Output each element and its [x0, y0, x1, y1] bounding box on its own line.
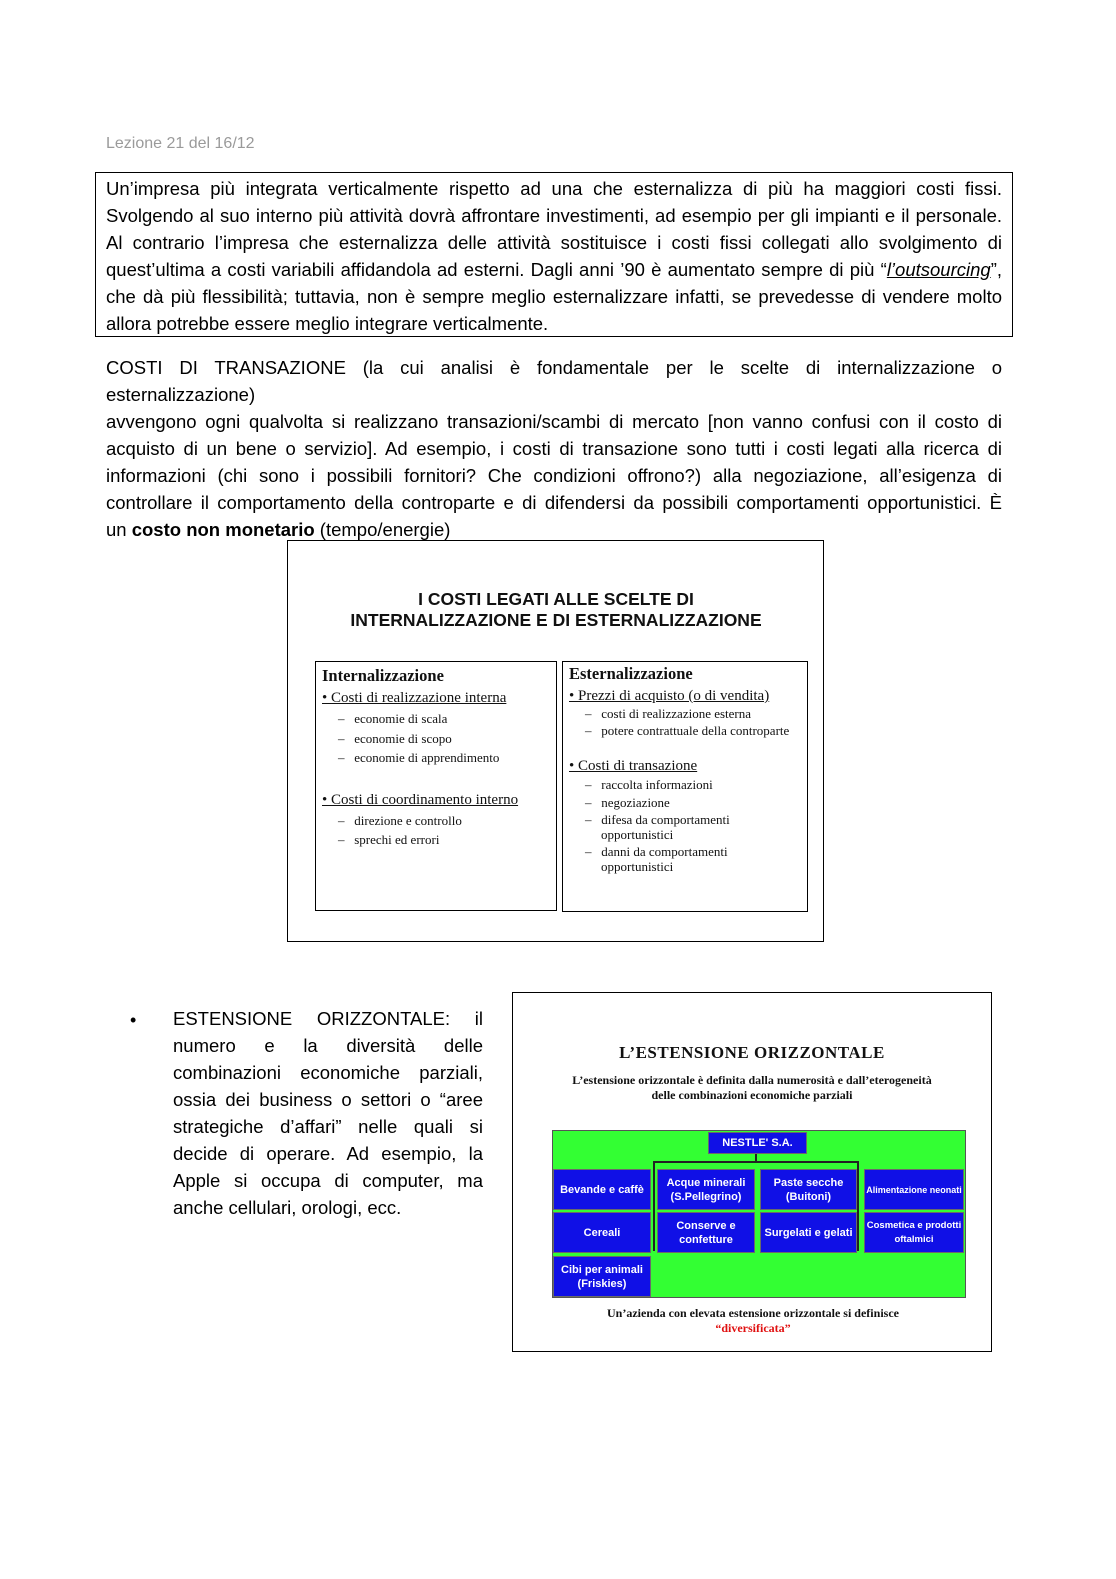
- paragraph-transaction-costs: [106, 354, 1002, 543]
- panel-esternalizzazione: Esternalizzazione • Prezzi di acquisto (o di vendita) – costi di realizzazione esterna – potere contrattuale della controparte • Costi di transazione – raccolta informazioni – negoziazione – difesa da comportamenti opportunistici – danni da comportamenti opportunistici: [562, 661, 808, 912]
- panel-heading: Esternalizzazione: [569, 664, 693, 683]
- list-item: – negoziazione: [585, 794, 670, 810]
- bullet-heading: Prezzi di acquisto (o di vendita): [578, 688, 770, 704]
- outsourcing-term: l’outsourcing: [886, 259, 991, 280]
- p3-line: combinazioni economiche parziali,: [173, 1062, 483, 1083]
- p1-line: che dà più flessibilità; tuttavia, non è sempre meglio esternalizzare infatti, se prevedesse di vendere molto: [106, 286, 1002, 307]
- org-box-paste: Paste secche (Buitoni): [760, 1169, 857, 1210]
- p3-line: decide di operare. Ad esempio, la: [173, 1143, 483, 1164]
- list-item: – direzione e controllo: [338, 812, 462, 828]
- paragraph-vertical-integration: [106, 175, 1002, 337]
- slide2-title: L’ESTENSIONE ORIZZONTALE: [619, 1043, 885, 1062]
- org-box-alimentazione: Alimentazione neonati: [864, 1169, 964, 1210]
- p1-line: Svolgendo al suo interno più attività dovrà affrontare investimenti, ad esempio per gli impianti e il personale.: [106, 205, 1002, 226]
- p3-line: anche cellulari, orologi, ecc.: [173, 1197, 402, 1218]
- p1-line: Un’impresa più integrata verticalmente rispetto ad una che esternalizza di più ha maggiori costi fissi.: [106, 178, 1002, 199]
- org-box-cosmetica: Cosmetica e prodotti oftalmici: [864, 1212, 964, 1253]
- slide2-subtitle: L’estensione orizzontale è definita dalla numerosità e dall’eterogeneità delle combinazioni economiche parziali: [572, 1073, 932, 1102]
- bullet-heading: Costi di coordinamento interno: [331, 791, 519, 808]
- paragraph-horizontal-extension: [173, 1005, 483, 1221]
- page-header: Lezione 21 del 16/12: [106, 135, 255, 152]
- p1-line: quest’ultima a costi variabili affidandola ad esterni. Dagli anni ’90 è aumentato sempre di più “l’outsourcing”,: [106, 259, 1002, 280]
- p2-line: avvengono ogni qualvolta si realizzano transazioni/scambi di mercato [non vanno confusi con il costo di: [106, 411, 1002, 432]
- diversificata-term: “diversificata”: [715, 1321, 791, 1335]
- p3-line: ossia dei business o settori o “aree: [173, 1089, 483, 1110]
- list-item: – danni da comportamenti opportunistici: [585, 844, 728, 874]
- p2-line: COSTI DI TRANSAZIONE (la cui analisi è fondamentale per le scelte di internalizzazione o esternalizzazione): [106, 357, 1002, 405]
- list-item: – difesa da comportamenti opportunistici: [585, 812, 730, 842]
- p3-line: strategiche d’affari” nelle quali si: [173, 1116, 483, 1137]
- list-item: – costi di realizzazione esterna: [585, 706, 752, 721]
- bullet-heading: Costi di realizzazione interna: [331, 690, 507, 706]
- list-item: – economie di scala: [338, 711, 448, 726]
- slide2-footer: Un’azienda con elevata estensione orizzontale si definisce “diversificata”: [533, 1306, 973, 1336]
- p3-line: Apple si occupa di computer, ma: [173, 1170, 483, 1191]
- p3-line: ESTENSIONE ORIZZONTALE: il: [173, 1008, 483, 1029]
- org-root-nestle: NESTLE' S.A.: [708, 1132, 807, 1154]
- org-chart-background: [552, 1130, 966, 1298]
- list-item: – sprechi ed errori: [338, 832, 440, 847]
- list-item: – raccolta informazioni: [585, 777, 713, 792]
- org-box-surgelati: Surgelati e gelati: [760, 1212, 857, 1253]
- p1-line: allora potrebbe essere meglio integrare verticalmente.: [106, 313, 549, 334]
- slide-horizontal-extension: [512, 992, 992, 1352]
- org-box-acque: Acque minerali (S.Pellegrino): [657, 1169, 755, 1210]
- org-box-bevande: Bevande e caffè: [553, 1169, 651, 1210]
- connector-line: [653, 1161, 655, 1251]
- bullet-icon: •: [130, 1010, 137, 1030]
- p2-line: acquisto di un bene o servizio]. Ad esempio, i costi di transazione sono tutti i costi legati alla ricerca di: [106, 438, 1002, 459]
- p1-line: Al contrario l’impresa che esternalizza delle attività sostituisce i costi fissi collegati allo svolgimento di: [106, 232, 1002, 253]
- bullet-heading: Costi di transazione: [578, 758, 698, 774]
- connector-line: [857, 1161, 859, 1251]
- p3-line: numero e la diversità delle: [173, 1035, 483, 1056]
- connector-line: [755, 1153, 757, 1163]
- list-item: – economie di apprendimento: [338, 750, 500, 765]
- slide-costs-diagram: [287, 540, 824, 942]
- list-item: – economie di scopo: [338, 730, 452, 746]
- slide1-title: I COSTI LEGATI ALLE SCELTE DI INTERNALIZZAZIONE E DI ESTERNALIZZAZIONE: [350, 589, 762, 630]
- panel-heading: Internalizzazione: [322, 666, 444, 685]
- org-box-conserve: Conserve e confetture: [657, 1212, 755, 1253]
- org-box-cibi: Cibi per animali (Friskies): [553, 1256, 651, 1297]
- list-item: – potere contrattuale della controparte: [585, 722, 790, 738]
- p2-line: controllare il comportamento della controparte e di difendersi da possibili comportamenti opportunistici. È: [106, 492, 1002, 513]
- org-box-cereali: Cereali: [553, 1212, 651, 1253]
- panel-internalizzazione: Internalizzazione • Costi di realizzazione interna – economie di scala – economie di scopo – economie di apprendimento • Costi di coordinamento interno – direzione e controllo – sprechi ed errori: [315, 661, 557, 911]
- p2-line: informazioni (chi sono i possibili fornitori? Che condizioni offrono?) alla negoziazione, all’esigenza di: [106, 465, 1002, 486]
- non-monetary-cost-term: costo non monetario: [131, 519, 315, 540]
- p2-line: un costo non monetario (tempo/energie): [106, 519, 451, 540]
